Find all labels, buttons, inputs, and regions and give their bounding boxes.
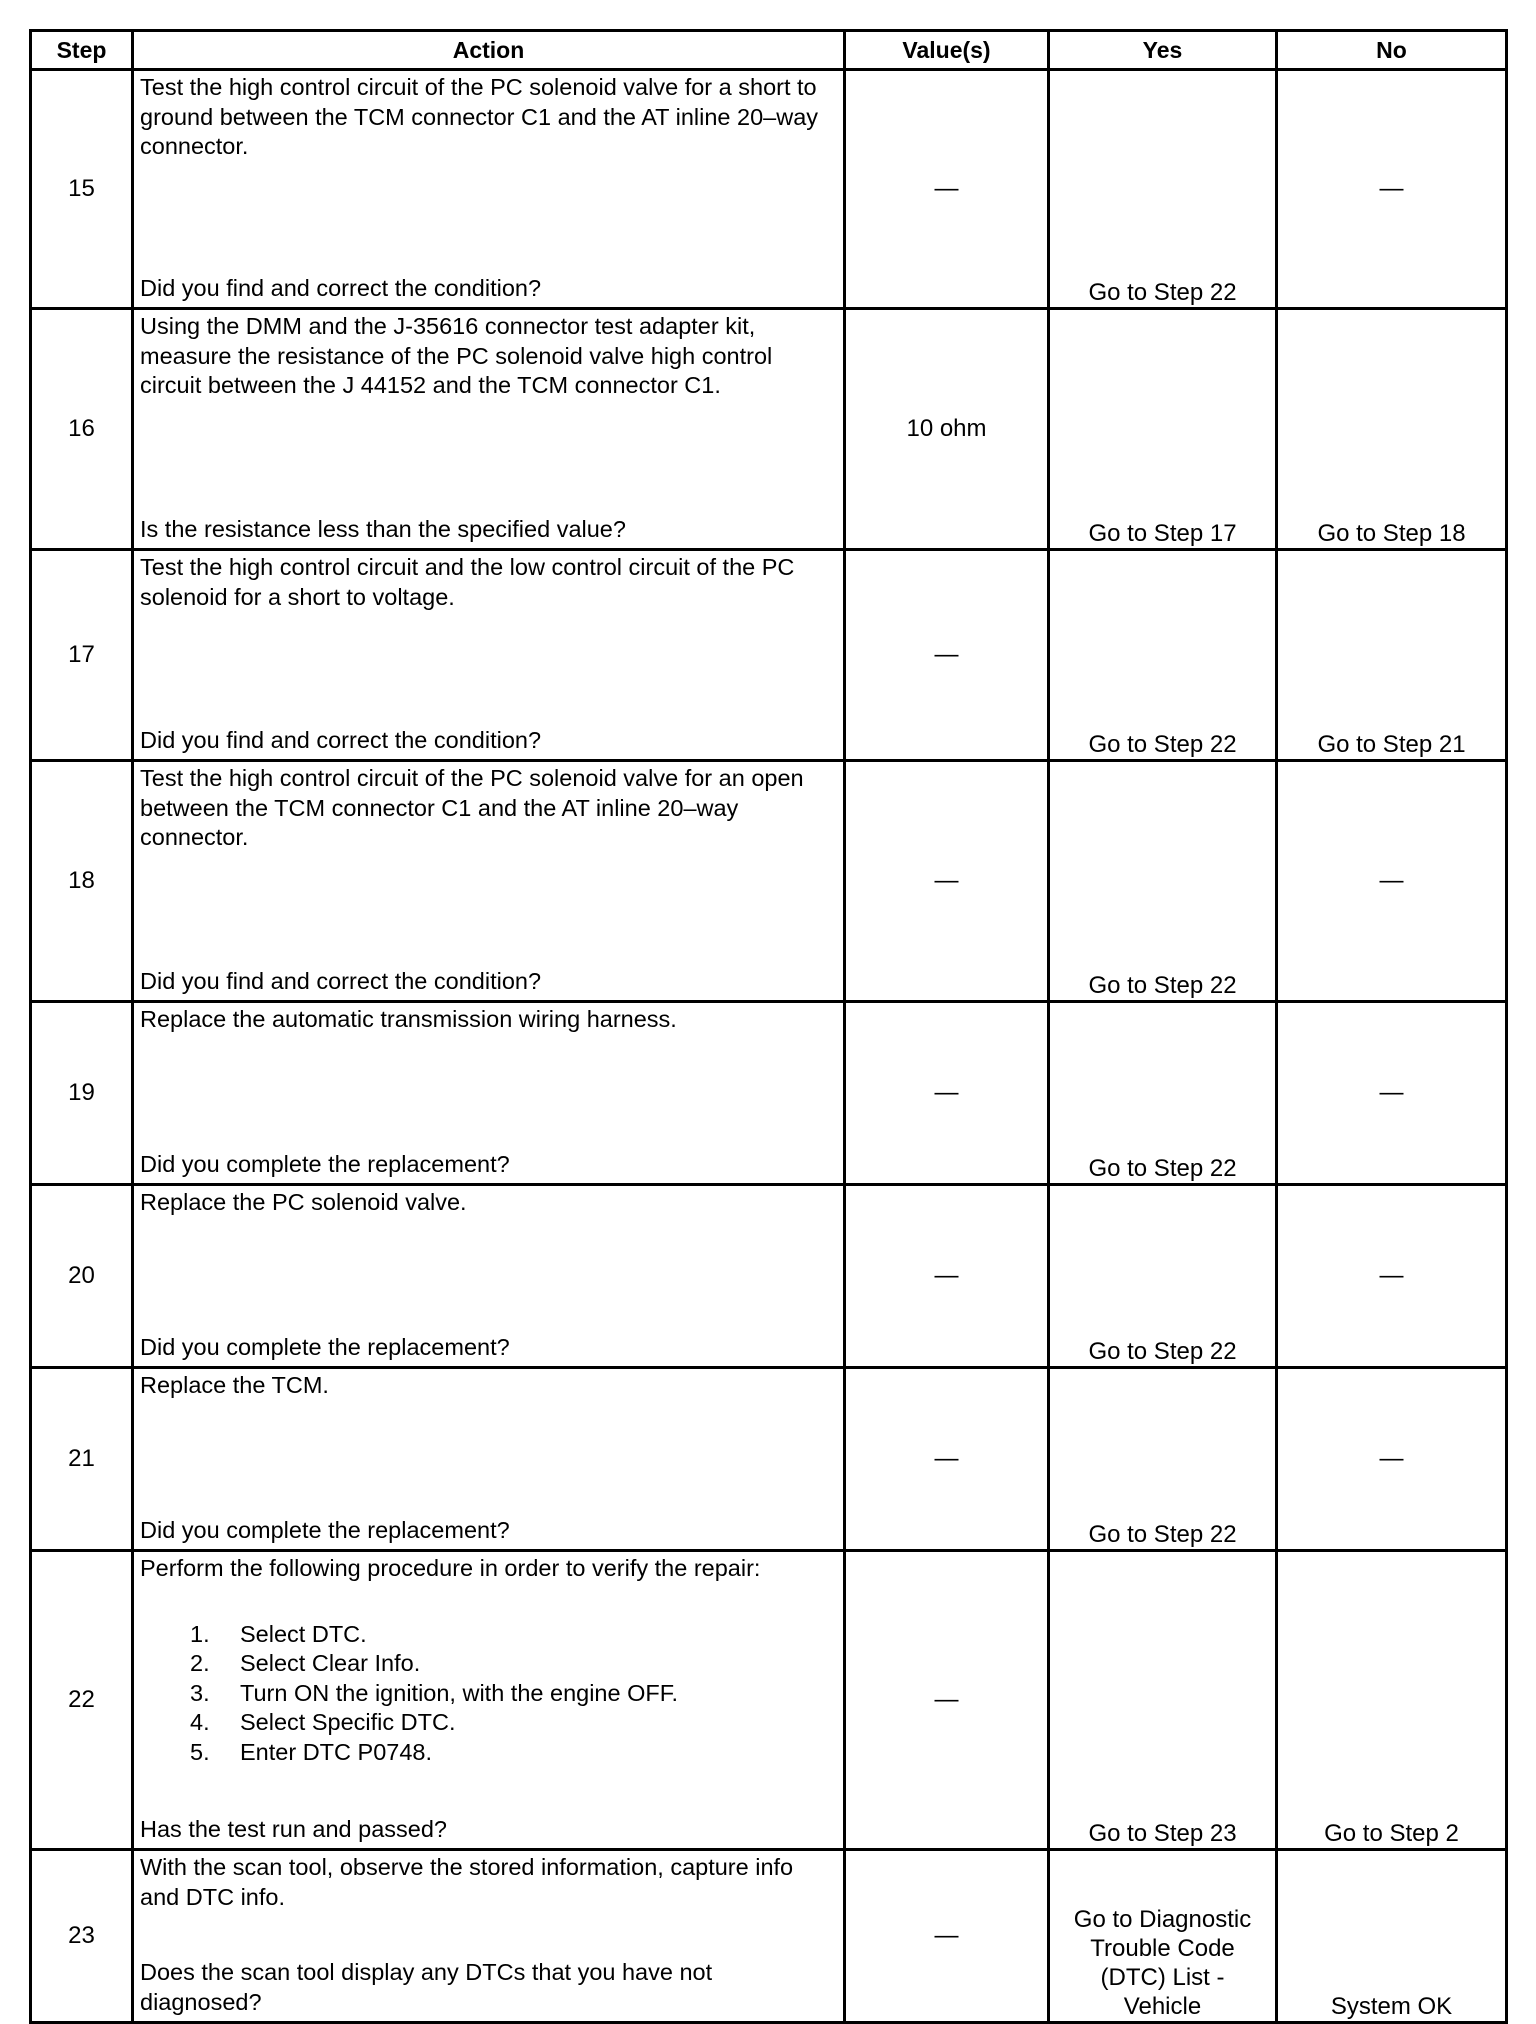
procedure-item [190,1649,837,1679]
action-text: Perform the following procedure in order to verify the repair: [140,1555,761,1581]
action-text: Test the high control circuit of the PC solenoid valve for an open between the TCM connector C1 and the AT inline 20–way connector. [140,765,804,850]
yes-cell [1049,1185,1277,1368]
no-cell [1277,550,1507,761]
yes-text: Go to Step 22 [1088,972,1237,999]
value-cell: — [845,761,1049,1002]
procedure-item [190,1679,837,1709]
value-cell: 10 ohm [845,309,1049,550]
header-row [31,31,1507,70]
step-number: 15 [31,70,133,309]
action-question: Has the test run and passed? [140,1815,448,1842]
no-text: System OK [1330,1993,1453,2020]
action-text: Replace the PC solenoid valve. [140,1189,467,1215]
action-question: Did you find and correct the condition? [140,967,542,994]
step-number: 18 [31,761,133,1002]
yes-text: Go to Step 22 [1088,731,1237,758]
step-number: 23 [31,1850,133,2023]
yes-cell [1049,1002,1277,1185]
step-number: 21 [31,1368,133,1551]
table-row [31,1185,1507,1368]
action-cell [133,70,845,309]
action-question: Did you complete the replacement? [140,1333,510,1360]
no-cell [1277,1850,1507,2023]
yes-text: Go to Step 17 [1088,520,1237,547]
step-number: 22 [31,1551,133,1850]
table-row [31,550,1507,761]
procedure-number: 1. [190,1620,210,1647]
value-cell: — [845,70,1049,309]
action-text: With the scan tool, observe the stored information, capture info and DTC info. [140,1854,794,1910]
value-cell: — [845,550,1049,761]
value-cell: — [845,1551,1049,1850]
header-yes: Yes [1049,31,1277,70]
value-cell: — [845,1850,1049,2023]
action-question: Did you find and correct the condition? [140,726,542,753]
no-cell: — [1277,761,1507,1002]
yes-text: Go to Step 22 [1088,1155,1237,1182]
yes-text: Go to Step 22 [1088,1338,1237,1365]
procedure-number: 5. [190,1738,210,1765]
procedure-text: Select DTC. [240,1620,367,1647]
no-text: Go to Step 18 [1317,520,1466,547]
action-cell [133,1368,845,1551]
yes-text-line: Vehicle [1123,1993,1202,2020]
procedure-item [190,1708,837,1738]
action-question: Does the scan tool display any DTCs that you have not diagnosed? [140,1959,713,2015]
action-cell [133,1850,845,2023]
yes-cell [1049,761,1277,1002]
step-number: 20 [31,1185,133,1368]
action-cell [133,1002,845,1185]
action-question: Is the resistance less than the specified value? [140,515,626,542]
no-cell [1277,1551,1507,1850]
yes-cell [1049,309,1277,550]
no-cell: — [1277,1368,1507,1551]
yes-cell [1049,1551,1277,1850]
no-text: Go to Step 21 [1317,731,1466,758]
yes-text-line: (DTC) List - [1100,1964,1225,1991]
yes-cell [1049,70,1277,309]
yes-text-line: Trouble Code [1090,1935,1235,1962]
action-cell [133,1551,845,1850]
table-row [31,1368,1507,1551]
no-cell: — [1277,1002,1507,1185]
step-number: 17 [31,550,133,761]
action-question: Did you complete the replacement? [140,1516,510,1543]
no-cell [1277,309,1507,550]
header-values: Value(s) [845,31,1049,70]
action-cell [133,550,845,761]
header-no: No [1277,31,1507,70]
no-cell: — [1277,70,1507,309]
table-row [31,1551,1507,1850]
table-row [31,309,1507,550]
table-row [31,70,1507,309]
header-step: Step [31,31,133,70]
action-question: Did you complete the replacement? [140,1150,510,1177]
value-cell: — [845,1368,1049,1551]
yes-text: Go to Step 23 [1088,1820,1237,1847]
yes-cell [1049,1368,1277,1551]
procedure-text: Turn ON the ignition, with the engine OFF. [240,1679,679,1706]
procedure-item [190,1620,837,1650]
procedure-item [190,1738,837,1768]
table-row [31,1850,1507,2023]
procedure-text: Select Clear Info. [240,1650,421,1676]
action-cell [133,309,845,550]
procedure-number: 2. [190,1650,210,1676]
procedure-text: Select Specific DTC. [240,1709,456,1735]
action-cell [133,761,845,1002]
no-cell: — [1277,1185,1507,1368]
action-text: Test the high control circuit and the low control circuit of the PC solenoid for a short to voltage. [140,554,795,610]
no-text: Go to Step 2 [1324,1820,1459,1847]
step-number: 19 [31,1002,133,1185]
table-row [31,761,1507,1002]
procedure-text: Enter DTC P0748. [240,1738,433,1765]
yes-cell [1049,1850,1277,2023]
action-cell [133,1185,845,1368]
action-text: Using the DMM and the J-35616 connector test adapter kit, measure the resistance of the PC solenoid valve high control circuit between the J 44152 and the TCM connector C1. [140,313,773,398]
value-cell: — [845,1002,1049,1185]
procedure-number: 4. [190,1709,210,1735]
action-text: Test the high control circuit of the PC solenoid valve for a short to ground between the TCM connector C1 and the AT inline 20–way connector. [140,74,819,159]
yes-text: Go to Step 22 [1088,1521,1237,1548]
procedure-number: 3. [190,1679,210,1706]
step-number: 16 [31,309,133,550]
action-text: Replace the TCM. [140,1372,329,1398]
yes-cell [1049,550,1277,761]
yes-text-line: Go to Diagnostic [1073,1906,1252,1933]
table-row [31,1002,1507,1185]
value-cell: — [845,1185,1049,1368]
header-action: Action [133,31,845,70]
procedure-list [140,1620,837,1768]
diagnostic-table [29,29,1508,2024]
action-text: Replace the automatic transmission wiring harness. [140,1006,677,1032]
action-question: Did you find and correct the condition? [140,274,542,301]
yes-text: Go to Step 22 [1088,279,1237,306]
